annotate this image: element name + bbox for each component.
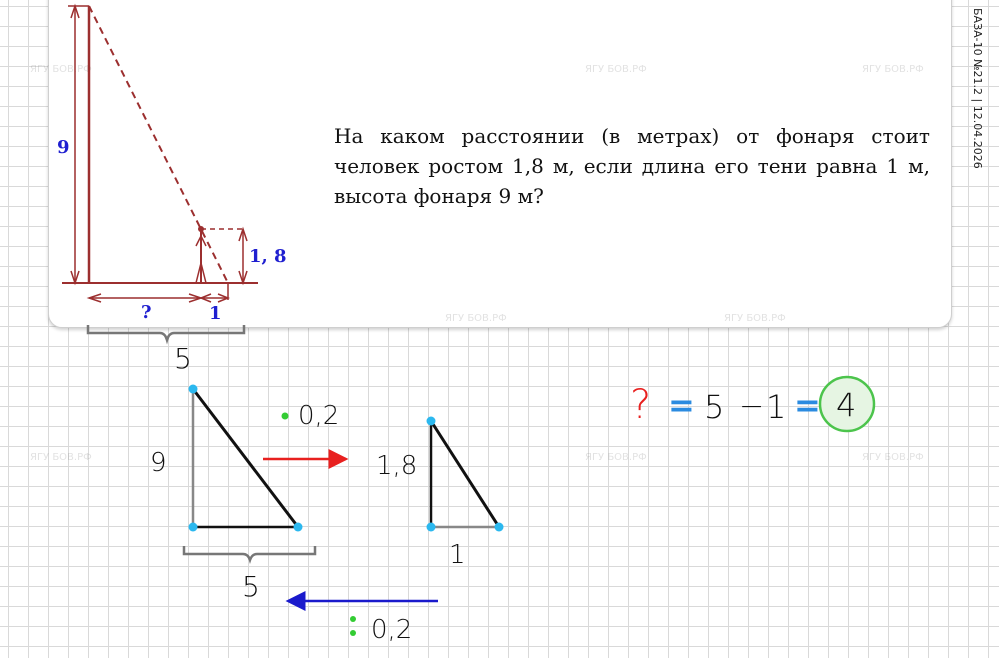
small-base-label: 1 bbox=[449, 540, 466, 570]
multiply-dot-top bbox=[350, 616, 356, 622]
unknown-distance-label: ? bbox=[141, 302, 152, 323]
side-label-text: БАЗА-10 №21.2 | 12.04.2026 bbox=[971, 8, 984, 169]
answer-equals-1: = bbox=[668, 386, 695, 424]
watermark: ЯГУ БОВ.РФ bbox=[585, 64, 647, 75]
lamp-height-label: 9 bbox=[57, 137, 70, 158]
answer-equals-2: = bbox=[794, 386, 821, 424]
light-ray bbox=[89, 6, 228, 283]
watermark: ЯГУ БОВ.РФ bbox=[30, 452, 92, 463]
multiply-dot bbox=[282, 413, 289, 420]
watermark: ЯГУ БОВ.РФ bbox=[585, 452, 647, 463]
big-base-label: 5 bbox=[242, 570, 260, 603]
answer-result: 4 bbox=[836, 386, 857, 424]
small-side-label: 1,8 bbox=[376, 451, 418, 481]
total-brace bbox=[88, 325, 244, 340]
answer-minus: − bbox=[739, 389, 765, 424]
answer-term-2: 1 bbox=[766, 388, 787, 426]
multiply-dot-bottom bbox=[350, 630, 356, 636]
answer-term-1: 5 bbox=[704, 388, 725, 426]
watermark: ЯГУ БОВ.РФ bbox=[724, 313, 786, 324]
big-base-brace bbox=[184, 546, 315, 560]
watermark: ЯГУ БОВ.РФ bbox=[30, 64, 92, 75]
answer-question-mark: ? bbox=[630, 382, 652, 428]
scale-forward-label: 0,2 bbox=[298, 401, 340, 431]
person-height-label: 1, 8 bbox=[249, 246, 287, 267]
lamp-figure bbox=[62, 6, 258, 302]
watermark: ЯГУ БОВ.РФ bbox=[862, 452, 924, 463]
watermark: ЯГУ БОВ.РФ bbox=[862, 64, 924, 75]
total-length-label: 5 bbox=[174, 342, 192, 375]
small-triangle bbox=[427, 417, 504, 532]
scale-back-label: 0,2 bbox=[371, 615, 413, 645]
watermark: ЯГУ БОВ.РФ bbox=[445, 313, 507, 324]
problem-text: На каком расстоянии (в метрах) от фонаря стоит человек ростом 1,8 м, если длина его тени равна 1 м, высота фонаря 9 м? bbox=[334, 124, 930, 208]
shadow-length-label: 1 bbox=[209, 303, 222, 324]
big-side-label: 9 bbox=[150, 448, 167, 478]
